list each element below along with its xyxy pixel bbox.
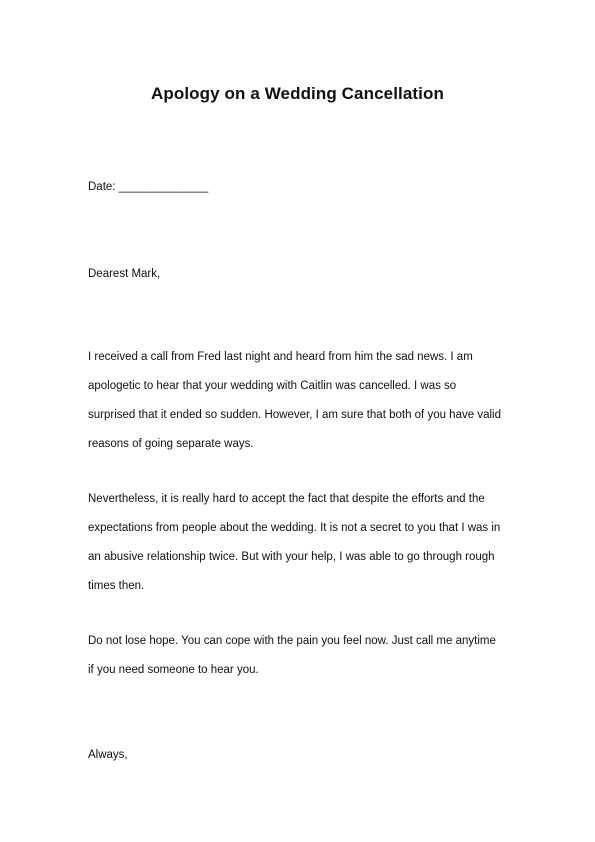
date-line: Date: ______________ xyxy=(88,181,209,193)
paragraph-line: reasons of going separate ways. xyxy=(88,438,254,450)
closing: Always, xyxy=(88,749,128,761)
paragraph-1 xyxy=(88,350,518,466)
greeting: Dearest Mark, xyxy=(88,268,161,280)
paragraph-line: surprised that it ended so sudden. However, I am sure that both of you have valid xyxy=(88,409,501,421)
paragraph-line: I received a call from Fred last night and heard from him the sad news. I am xyxy=(88,351,473,363)
paragraph-line: apologetic to hear that your wedding with Caitlin was cancelled. I was so xyxy=(88,380,457,392)
paragraph-3 xyxy=(88,634,518,692)
paragraph-line: expectations from people about the wedding. It is not a secret to you that I was in xyxy=(88,522,501,534)
paragraph-line: if you need someone to hear you. xyxy=(88,664,259,676)
paragraph-2 xyxy=(88,492,518,608)
paragraph-line: an abusive relationship twice. But with your help, I was able to go through rough xyxy=(88,551,495,563)
document-title: Apology on a Wedding Cancellation xyxy=(151,84,444,103)
paragraph-line: Nevertheless, it is really hard to accept the fact that despite the efforts and the xyxy=(88,493,485,505)
paragraph-line: times then. xyxy=(88,580,145,592)
paragraph-line: Do not lose hope. You can cope with the pain you feel now. Just call me anytime xyxy=(88,635,496,647)
